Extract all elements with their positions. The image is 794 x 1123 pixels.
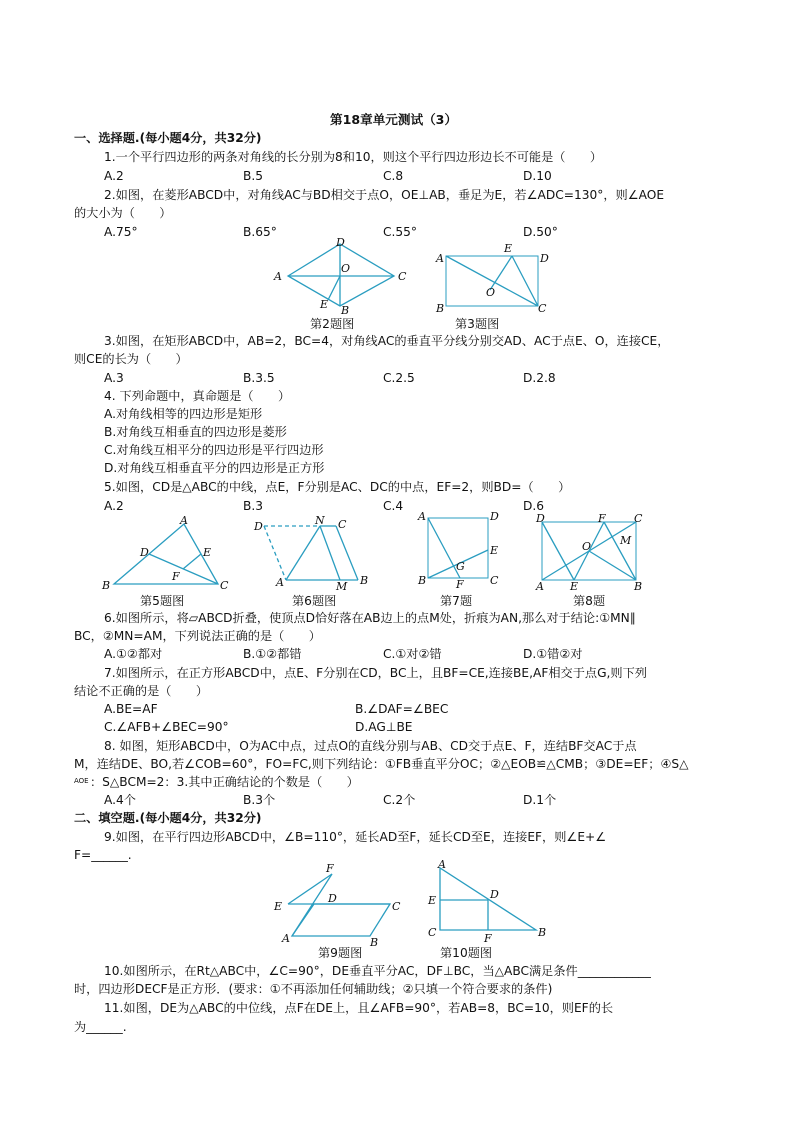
q1-option-d: D.10 <box>523 169 552 183</box>
q3-option-a: A.3 <box>104 371 124 385</box>
question-6-line1: 6.如图所示，将▱ABCD折叠，使顶点D恰好落在AB边上的点M处，折痕为AN,那么对于结论:①MN∥ <box>104 611 636 625</box>
label-c: C <box>490 574 499 587</box>
q3-option-d: D.2.8 <box>523 371 556 385</box>
section-choice-heading: 一、选择题.(每小题4分，共32分) <box>74 131 262 145</box>
figure-5-caption: 第5题图 <box>140 594 185 608</box>
label-c: C <box>398 270 407 283</box>
q7-option-b: B.∠DAF=∠BEC <box>355 702 449 716</box>
question-9-line2: F=______. <box>74 848 132 862</box>
square-decf <box>440 900 488 930</box>
label-o: O <box>341 262 351 275</box>
q2-option-b: B.65° <box>243 225 277 239</box>
q6-option-a: A.①②都对 <box>104 647 163 661</box>
label-o: O <box>582 540 592 553</box>
figure-7-caption: 第7题 <box>440 594 473 608</box>
segment-ef <box>183 554 201 569</box>
q3-option-c: C.2.5 <box>383 371 415 385</box>
label-d: D <box>328 892 337 905</box>
q5-option-a: A.2 <box>104 499 124 513</box>
question-11-line1: 11.如图，DE为△ABC的中位线，点F在DE上，且∠AFB=90°，若AB=8，BC=10，则EF的长 <box>104 1001 614 1015</box>
question-10-line1: 10.如图所示，在Rt△ABC中，∠C=90°，DE垂直平分AC，DF⊥BC，当△ABC满足条件____________ <box>104 964 651 978</box>
figure-5-triangle <box>100 514 230 590</box>
question-4-text: 4. 下列命题中，真命题是（ ） <box>104 389 291 403</box>
q6-option-c: C.①对②错 <box>383 647 442 661</box>
figure-3-rectangle <box>432 240 552 314</box>
page-title: 第18章单元测试（3） <box>330 112 458 127</box>
fold-an <box>286 526 320 580</box>
rhombus-outline <box>288 244 394 306</box>
question-8-line3: ：S△BCM=2：3.其中正确结论的个数是（ ） <box>90 775 359 789</box>
q4-option-d: D.对角线互相垂直平分的四边形是正方形 <box>104 461 325 475</box>
label-d: D <box>254 520 263 533</box>
q2-option-a: A.75° <box>104 225 138 239</box>
q7-option-a: A.BE=AF <box>104 702 158 716</box>
label-c: C <box>392 900 401 913</box>
label-f: F <box>172 570 180 583</box>
label-o: O <box>486 286 496 299</box>
q8-option-b: B.3个 <box>243 793 276 807</box>
segment-cb <box>336 526 358 580</box>
segment-oe <box>328 276 340 300</box>
q4-option-b: B.对角线互相垂直的四边形是菱形 <box>104 425 287 439</box>
q5-option-b: B.3 <box>243 499 263 513</box>
question-1-text: 1.一个平行四边形的两条对角线的长分别为8和10，则这个平行四边形边长不可能是（ ） <box>104 150 603 164</box>
figure-8-caption: 第8题 <box>573 594 606 608</box>
figure-10-right-triangle <box>424 858 564 944</box>
label-d: D <box>536 512 545 525</box>
label-f: F <box>326 862 334 875</box>
label-n: N <box>315 514 325 527</box>
figure-2-caption: 第2题图 <box>310 317 355 331</box>
figure-7-square <box>414 510 514 590</box>
question-9-line1: 9.如图，在平行四边形ABCD中，∠B=110°，延长AD至F，延长CD至E，连接EF，则∠E+∠ <box>104 830 607 844</box>
label-a: A <box>276 576 284 589</box>
label-d: D <box>540 252 549 265</box>
label-g: G <box>456 560 465 573</box>
label-c: C <box>634 512 643 525</box>
label-a: A <box>436 252 444 265</box>
q7-option-d: D.AG⊥BE <box>355 720 413 734</box>
question-2-line1: 2.如图，在菱形ABCD中，对角线AC与BD相交于点O，OE⊥AB，垂足为E，若∠ADC=130°，则∠AOE <box>104 188 665 202</box>
extension-df <box>292 874 332 936</box>
section-fill-heading: 二、填空题.(每小题4分，共32分) <box>74 811 262 825</box>
question-3-line1: 3.如图，在矩形ABCD中，AB=2，BC=4，对角线AC的垂直平分线分别交AD、AC于点E、O，连接CE， <box>104 334 670 348</box>
q2-option-d: D.50° <box>523 225 558 239</box>
question-8-line2: M，连结DE、BO,若∠COB=60°，FO=FC,则下列结论：①FB垂直平分OC；②△EOB≌△CMB；③DE=EF；④S△ <box>74 757 689 771</box>
figure-9-caption: 第9题图 <box>318 946 363 960</box>
label-e: E <box>490 544 499 557</box>
label-m: M <box>620 534 632 547</box>
label-b: B <box>341 304 350 317</box>
q6-option-d: D.①错②对 <box>523 647 583 661</box>
label-e: E <box>203 546 212 559</box>
label-d: D <box>336 236 345 249</box>
figure-10-caption: 第10题图 <box>440 946 493 960</box>
label-m: M <box>336 580 348 593</box>
segment-nm <box>320 526 340 580</box>
label-a: A <box>536 580 544 593</box>
label-e: E <box>274 900 283 913</box>
label-d: D <box>490 888 499 901</box>
q8-option-d: D.1个 <box>523 793 557 807</box>
question-7-line1: 7.如图所示，在正方形ABCD中，点E、F分别在CD，BC上，且BF=CE,连接BE,AF相交于点G,则下列 <box>104 666 647 680</box>
parallelogram-abcd <box>292 904 390 936</box>
label-c: C <box>428 926 437 939</box>
label-c: C <box>220 579 229 592</box>
question-2-line2: 的大小为（ ） <box>74 206 172 220</box>
question-10-line2: 时，四边形DECF是正方形．(要求：①不再添加任何辅助线；②只填一个符合要求的条件) <box>74 982 553 996</box>
q2-option-c: C.55° <box>383 225 417 239</box>
label-b: B <box>102 579 111 592</box>
label-b: B <box>436 302 445 315</box>
segment-eo <box>490 256 512 290</box>
question-5-text: 5.如图，CD是△ABC的中线，点E，F分别是AC、DC的中点，EF=2，则BD=（ ） <box>104 480 571 494</box>
label-f: F <box>598 512 606 525</box>
q1-option-a: A.2 <box>104 169 124 183</box>
figure-8-rectangle <box>532 512 652 592</box>
label-a: A <box>282 932 290 945</box>
q3-option-b: B.3.5 <box>243 371 275 385</box>
label-a: A <box>418 510 426 523</box>
label-b: B <box>538 926 547 939</box>
q6-option-b: B.①②都错 <box>243 647 302 661</box>
q7-option-c: C.∠AFB+∠BEC=90° <box>104 720 229 734</box>
q5-option-c: C.4 <box>383 499 404 513</box>
label-e: E <box>320 298 329 311</box>
dashed-da <box>264 526 286 580</box>
label-f: F <box>456 578 464 591</box>
q8-option-a: A.4个 <box>104 793 136 807</box>
q1-option-b: B.5 <box>243 169 263 183</box>
figure-6-caption: 第6题图 <box>292 594 337 608</box>
label-d: D <box>490 510 499 523</box>
label-a: A <box>438 858 446 871</box>
segment-ef <box>288 874 332 904</box>
q4-option-c: C.对角线互相平分的四边形是平行四边形 <box>104 443 324 457</box>
q1-option-c: C.8 <box>383 169 404 183</box>
question-6-line2: BC，②MN=AM，下列说法正确的是（ ） <box>74 629 321 643</box>
question-7-line2: 结论不正确的是（ ） <box>74 684 209 698</box>
figure-2-rhombus <box>270 234 410 317</box>
segment-de <box>542 522 574 580</box>
label-d: D <box>140 546 149 559</box>
q4-option-a: A.对角线相等的四边形是矩形 <box>104 407 263 421</box>
label-e: E <box>570 580 579 593</box>
question-8-subscript: AOE <box>74 777 89 785</box>
figure-3-caption: 第3题图 <box>455 317 500 331</box>
segment-bf <box>604 522 636 580</box>
question-3-line2: 则CE的长为（ ） <box>74 352 188 366</box>
label-a: A <box>274 270 282 283</box>
label-b: B <box>370 936 379 949</box>
question-11-line2: 为______. <box>74 1020 127 1034</box>
label-e: E <box>504 242 513 255</box>
q8-option-c: C.2个 <box>383 793 416 807</box>
segment-bo <box>589 551 636 580</box>
label-b: B <box>634 580 643 593</box>
q5-option-d: D.6 <box>523 499 545 513</box>
label-b: B <box>418 574 427 587</box>
label-c: C <box>538 302 547 315</box>
question-8-line1: 8. 如图，矩形ABCD中，O为AC中点，过点O的直线分别与AB、CD交于点E、F，连结BF交AC于点 <box>104 739 637 753</box>
label-e: E <box>428 894 437 907</box>
label-c: C <box>338 518 347 531</box>
label-f: F <box>484 932 492 945</box>
label-b: B <box>360 574 369 587</box>
figure-6-parallelogram <box>250 514 380 593</box>
label-a: A <box>180 514 188 527</box>
figure-9-parallelogram <box>270 860 410 949</box>
